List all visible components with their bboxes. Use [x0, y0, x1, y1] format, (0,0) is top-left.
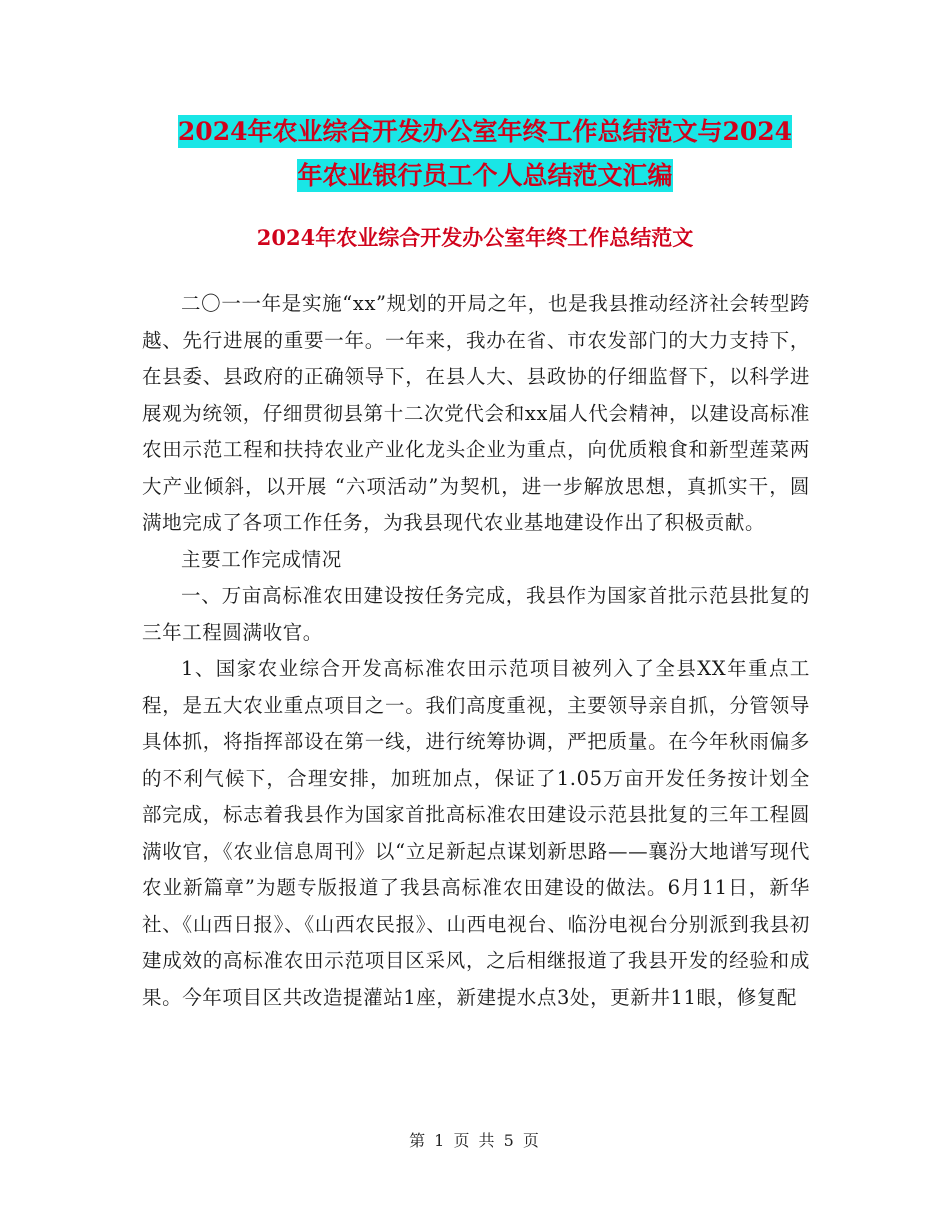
page-footer: 第 1 页 共 5 页	[409, 1131, 541, 1150]
document-body	[142, 286, 810, 1016]
title-line-1: 2024年农业综合开发办公室年终工作总结范文与2024	[177, 117, 793, 146]
title-line-2: 年农业银行员工个人总结范文汇编	[297, 161, 673, 190]
paragraph-intro: 二〇一一年是实施“xx”规划的开局之年，也是我县推动经济社会转型跨越、先行进展的重要一年。一年来，我办在省、市农发部门的大力支持下，在县委、县政府的正确领导下，在县人大、县政协的仔细监督下，以科学进展观为统领，仔细贯彻县第十二次党代会和xx届人代会精神，以建设高标准农田示范工程和扶持农业产业化龙头企业为重点，向优质粮食和新型莲菜两大产业倾斜，以开展 “六项活动”为契机，进一步解放思想，真抓实干，圆满地完成了各项工作任务，为我县现代农业基地建设作出了积极贡献。	[142, 292, 810, 534]
paragraph-item-1-1: 1、国家农业综合开发高标准农田示范项目被列入了全县XX年重点工程，是五大农业重点项目之一。我们高度重视，主要领导亲自抓，分管领导具体抓，将指挥部设在第一线，进行统筹协调，严把质量。在今年秋雨偏多的不利气候下，合理安排，加班加点，保证了1.05万亩开发任务按计划全部完成，标志着我县作为国家首批高标准农田建设示范县批复的三年工程圆满收官，《农业信息周刊》以“立足新起点谋划新思路——襄汾大地谱写现代农业新篇章”为题专版报道了我县高标准农田建设的做法。6月11日，新华社、《山西日报》、《山西农民报》、山西电视台、临汾电视台分别派到我县初建成效的高标准农田示范项目区采风，之后相继报道了我县开发的经验和成果。今年项目区共改造提灌站1座，新建提水点3处，更新井11眼，修复配	[142, 657, 810, 1009]
paragraph-heading: 主要工作完成情况	[181, 547, 342, 571]
section-title: 2024年农业综合开发办公室年终工作总结范文	[256, 225, 694, 250]
document-title	[140, 110, 830, 198]
paragraph-item-1: 一、万亩高标准农田建设按任务完成，我县作为国家首批示范县批复的三年工程圆满收官。	[142, 584, 810, 644]
